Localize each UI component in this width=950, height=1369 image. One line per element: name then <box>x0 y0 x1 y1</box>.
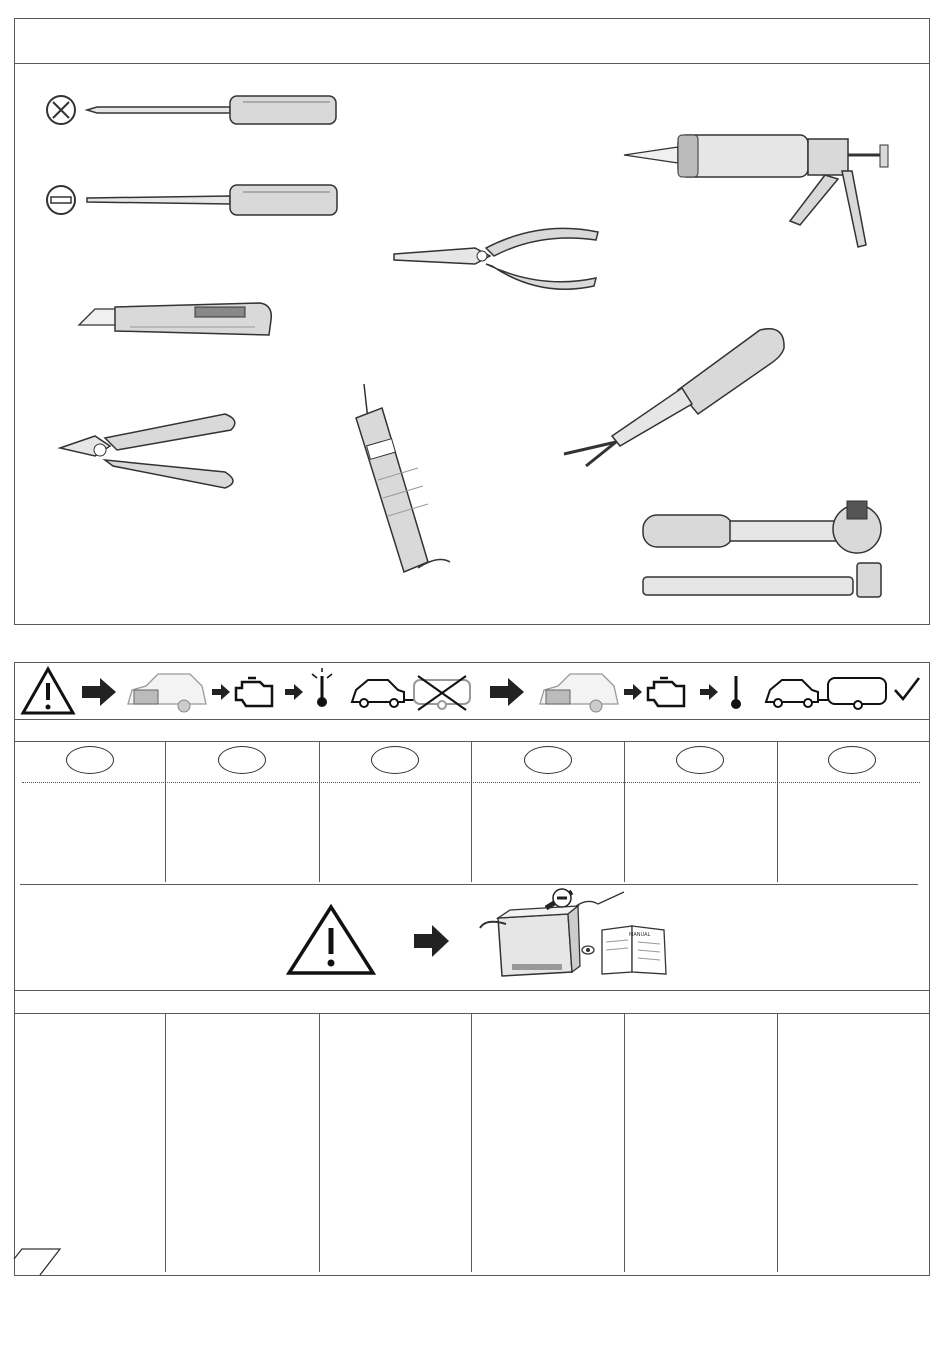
checkmark-icon <box>892 674 922 704</box>
arrow-right-small-icon <box>285 684 303 700</box>
column-divider <box>319 742 320 882</box>
car-front-icon <box>536 668 622 714</box>
arrow-right-small-icon <box>212 684 230 700</box>
columns-header-bar <box>14 990 930 1014</box>
arrow-right-icon <box>82 678 118 706</box>
section-rule <box>20 884 918 885</box>
column-divider <box>319 1014 320 1272</box>
language-badge <box>828 746 876 774</box>
side-cutters-icon <box>55 408 245 498</box>
arrow-right-small-icon <box>700 684 718 700</box>
language-badge <box>66 746 114 774</box>
thermometer-icon <box>724 672 748 712</box>
column-divider <box>777 1014 778 1272</box>
thermometer-hot-icon <box>308 668 336 710</box>
car-front-icon <box>124 668 210 714</box>
language-badge <box>676 746 724 774</box>
trim-removal-tool-icon <box>560 318 790 468</box>
column-divider <box>624 1014 625 1272</box>
car-with-trailer-icon <box>762 672 892 712</box>
language-badge <box>371 746 419 774</box>
safety-panel <box>14 662 930 1276</box>
warning-triangle-large-icon <box>286 904 376 976</box>
voltage-tester-icon <box>348 380 458 580</box>
column-divider <box>777 742 778 882</box>
manual-label: MANUAL <box>629 932 651 938</box>
arrow-right-icon <box>414 925 450 957</box>
column-divider <box>165 1014 166 1272</box>
column-divider <box>471 742 472 882</box>
engine-icon <box>232 674 278 710</box>
flat-screwdriver-icon <box>45 180 345 220</box>
dotted-separator <box>22 782 920 783</box>
ratchet-icon <box>635 495 895 605</box>
manual-book-icon <box>580 920 670 976</box>
column-divider <box>165 742 166 882</box>
column-divider <box>624 742 625 882</box>
safety-header-bar <box>14 719 930 742</box>
engine-icon <box>644 674 690 710</box>
warning-triangle-icon <box>20 666 76 716</box>
tools-panel-header-rule <box>14 63 930 64</box>
arrow-right-icon <box>490 678 526 706</box>
phillips-screwdriver-icon <box>45 90 345 130</box>
flat-nose-pliers-icon <box>390 218 605 298</box>
arrow-right-small-icon <box>624 684 642 700</box>
column-divider <box>471 1014 472 1272</box>
language-badge <box>524 746 572 774</box>
car-with-trailer-crossed-icon <box>348 672 478 712</box>
tools-panel-header <box>24 28 904 54</box>
utility-knife-icon <box>75 295 280 345</box>
page-corner-mark <box>12 1245 64 1277</box>
language-badge <box>218 746 266 774</box>
caulking-gun-icon <box>620 125 895 255</box>
